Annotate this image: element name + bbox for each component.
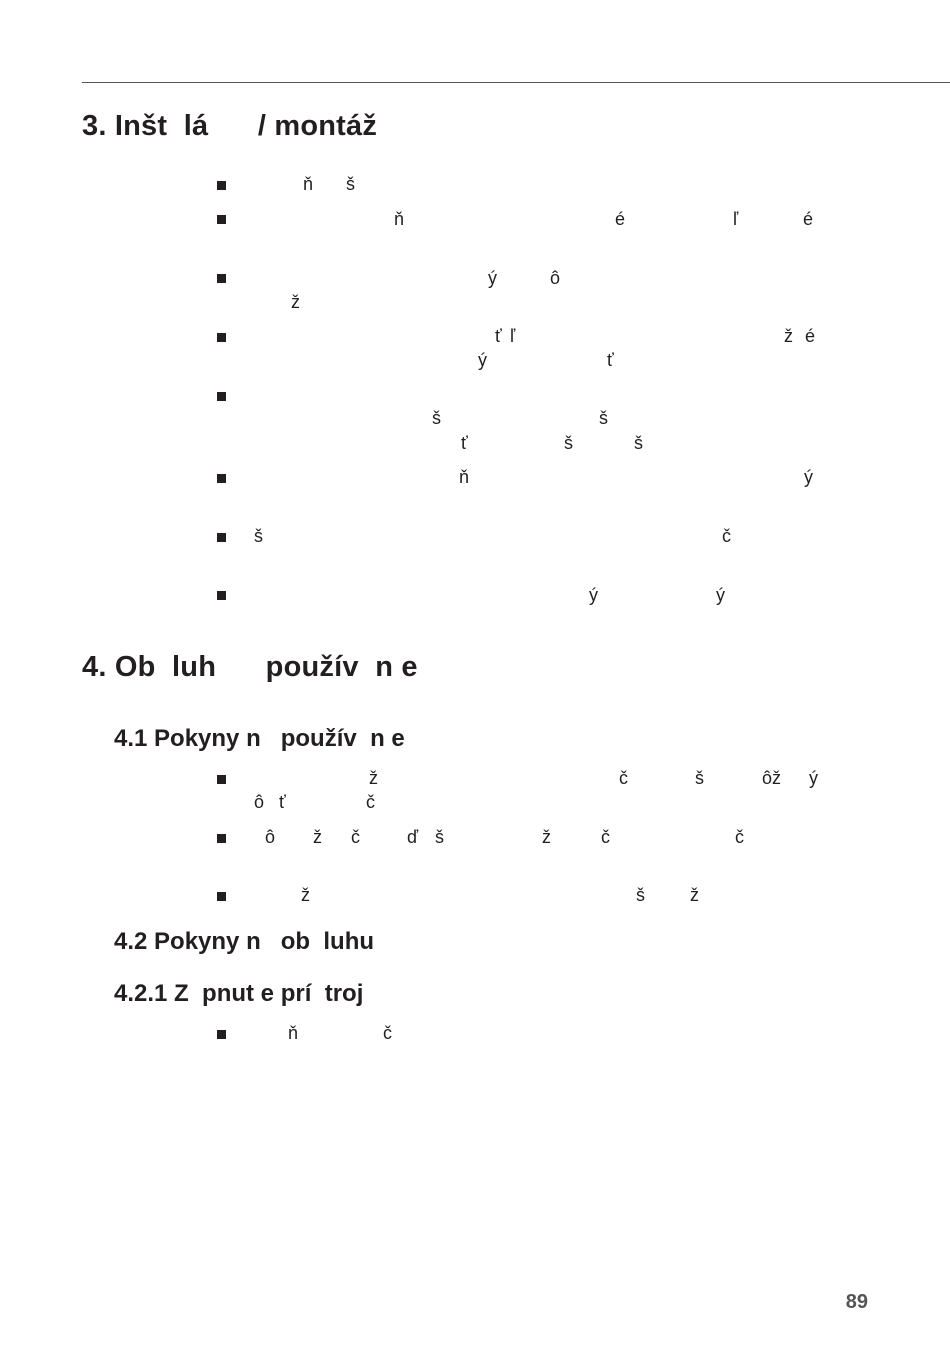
list-item-text: ď <box>407 827 419 847</box>
list-item-text: ť <box>279 792 286 812</box>
bullet-icon <box>217 474 226 483</box>
list-item-text: ň <box>459 467 470 487</box>
list-item-text: ť <box>607 350 614 370</box>
list-item-text: š <box>435 827 444 847</box>
section-4-heading: 4. Ob luh použív n e <box>82 651 418 683</box>
list-item-text: ý <box>478 350 487 370</box>
list-item-text: ô <box>254 792 265 812</box>
list-item-text: ý <box>589 585 598 605</box>
bullet-icon <box>217 181 226 190</box>
bullet-icon <box>217 333 226 342</box>
list-item-text: ô <box>550 268 561 288</box>
list-item-text: ý <box>809 768 818 788</box>
list-item-text: é <box>803 209 814 229</box>
list-item-text: č <box>619 768 628 788</box>
list-item-text: ň <box>394 209 405 229</box>
list-item-text: č <box>351 827 360 847</box>
list-item-text: ň <box>303 174 314 194</box>
list-item-text: ý <box>804 467 813 487</box>
section-3-heading: 3. Inšt lá / montáž <box>82 110 378 142</box>
bullet-icon <box>217 533 226 542</box>
list-item-text: é <box>615 209 626 229</box>
list-item-text: č <box>735 827 744 847</box>
list-item-text: ž <box>542 827 551 847</box>
list-item-text: š <box>564 433 573 453</box>
bullet-icon <box>217 274 226 283</box>
list-item-text: ž <box>369 768 378 788</box>
list-item-text: š <box>599 408 608 428</box>
list-item-text: ň <box>288 1023 299 1043</box>
bullet-icon <box>217 392 226 401</box>
list-item-text: š <box>636 885 645 905</box>
list-item-text: ľ <box>510 326 516 346</box>
bullet-icon <box>217 834 226 843</box>
list-item-text: č <box>722 526 731 546</box>
page-number: 89 <box>845 1291 868 1313</box>
list-item-text: ôž <box>762 768 782 788</box>
list-item-text: ť <box>495 326 502 346</box>
list-item-text: ž <box>690 885 699 905</box>
bullet-icon <box>217 892 226 901</box>
list-item-text: ô <box>265 827 276 847</box>
list-item-text: č <box>601 827 610 847</box>
list-item-text: é <box>805 326 816 346</box>
list-item-text: ľ <box>733 209 739 229</box>
bullet-icon <box>217 591 226 600</box>
list-item-text: ť <box>461 433 468 453</box>
list-item-text: č <box>383 1023 392 1043</box>
subsection-4-2-1-heading: 4.2.1 Z pnut e prí troj <box>114 980 364 1007</box>
list-item-text: ž <box>301 885 310 905</box>
list-item-text: š <box>634 433 643 453</box>
list-item-text: š <box>346 174 355 194</box>
bullet-icon <box>217 775 226 784</box>
list-item-text: ý <box>716 585 725 605</box>
bullet-icon <box>217 1030 226 1039</box>
list-item-text: ž <box>313 827 322 847</box>
list-item-text: ý <box>488 268 497 288</box>
list-item-text: č <box>366 792 375 812</box>
list-item-text: ž <box>291 292 300 312</box>
list-item-text: ž <box>784 326 793 346</box>
list-item-text: š <box>254 526 263 546</box>
list-item-text: š <box>695 768 704 788</box>
bullet-icon <box>217 215 226 224</box>
subsection-4-2-heading: 4.2 Pokyny n ob luhu <box>114 928 375 955</box>
list-item-text: š <box>432 408 441 428</box>
top-rule <box>82 82 950 83</box>
subsection-4-1-heading: 4.1 Pokyny n použív n e <box>114 725 405 752</box>
